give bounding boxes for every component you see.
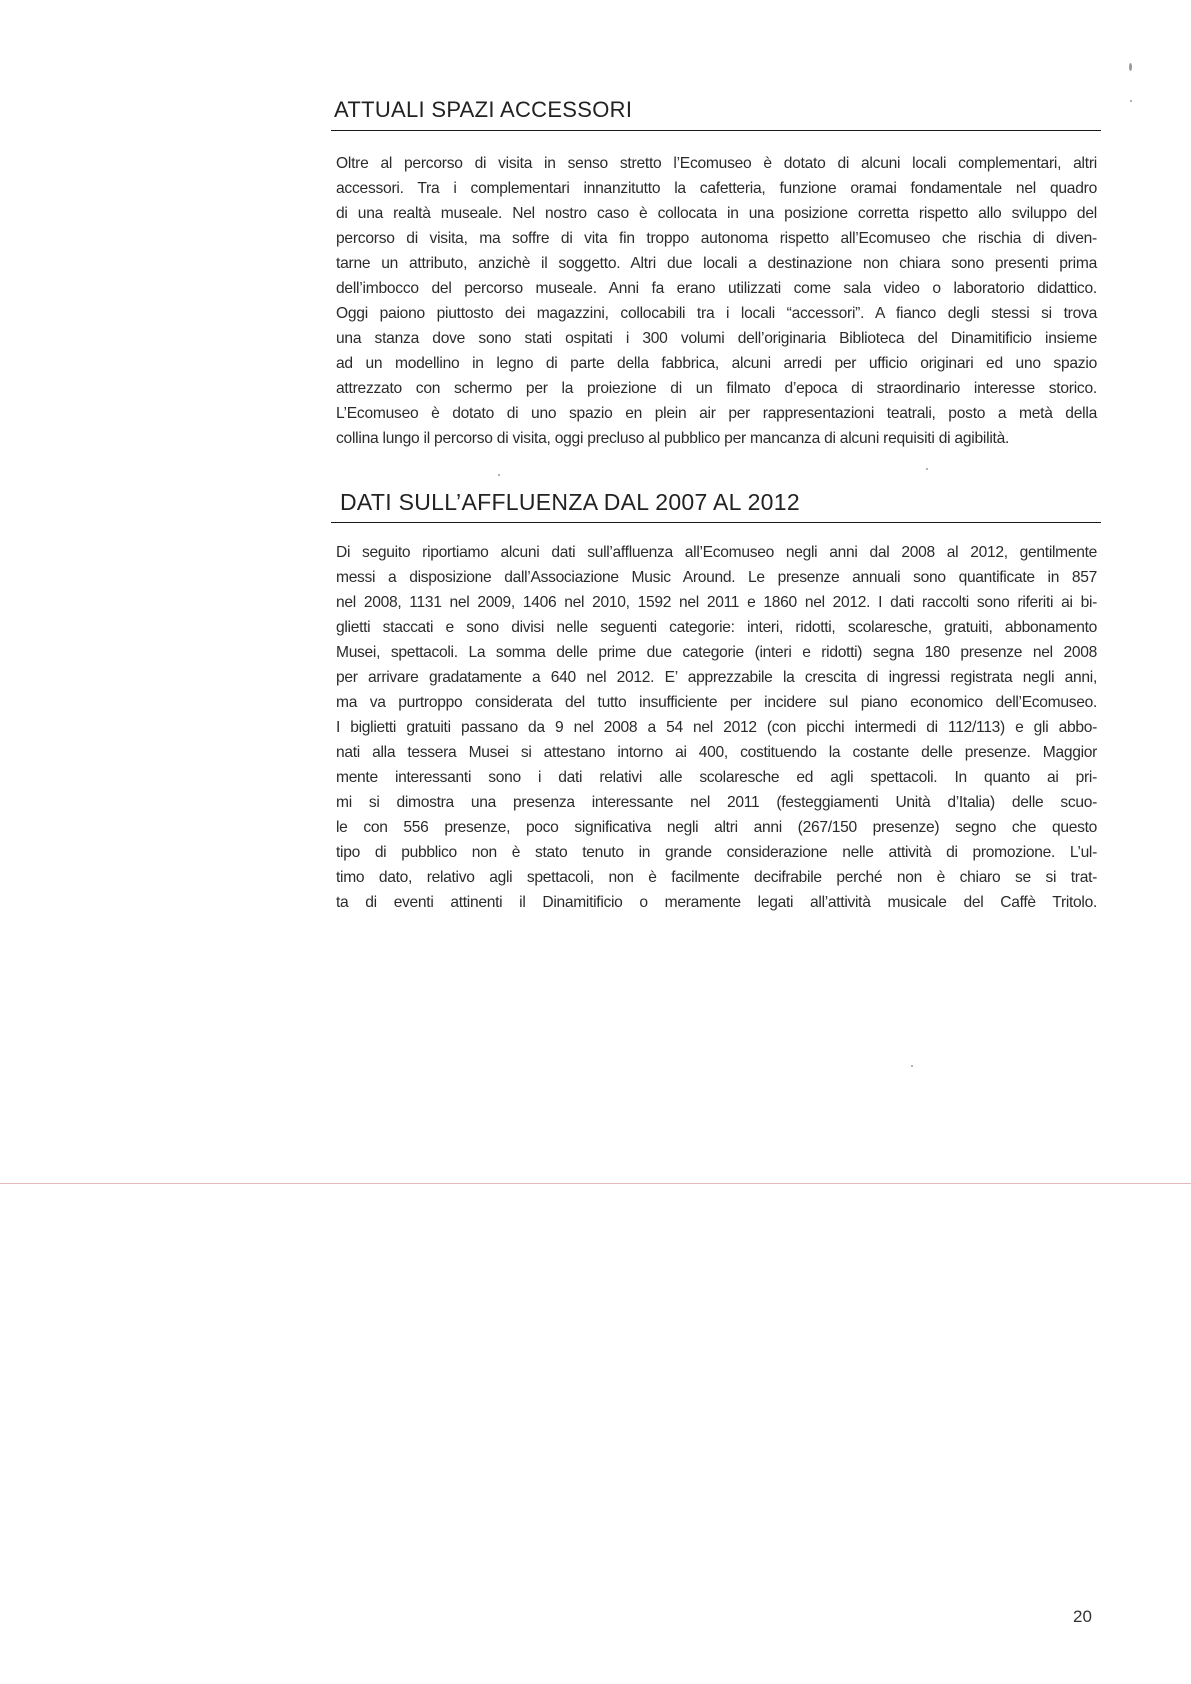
text-line: messi a disposizione dall’Associazione Music Around. Le presenze annuali sono quantificate in 857	[336, 569, 1097, 586]
scan-speck	[926, 468, 928, 470]
text-line: Oltre al percorso di visita in senso stretto l’Ecomuseo è dotato di alcuni locali complementari, altri	[336, 155, 1097, 172]
text-line: le con 556 presenze, poco significativa negli altri anni (267/150 presenze) segno che questo	[336, 819, 1097, 836]
text-line: collina lungo il percorso di visita, oggi precluso al pubblico per mancanza di alcuni requisiti di agibilità.	[336, 430, 1010, 447]
scan-artifact-line	[0, 1183, 1191, 1184]
scan-speck	[1130, 100, 1132, 102]
text-line: ma va purtroppo considerata del tutto insufficiente per incidere sul piano economico dell’Ecomuseo.	[336, 694, 1097, 711]
text-line: nati alla tessera Musei si attestano intorno ai 400, costituendo la costante delle presenze. Maggior	[336, 744, 1097, 761]
text-line: tarne un attributo, anzichè il soggetto. Altri due locali a destinazione non chiara sono presenti prima	[336, 255, 1097, 272]
text-line: tipo di pubblico non è stato tenuto in grande considerazione nelle attività di promozione. L’ul-	[336, 844, 1097, 861]
text-line: I biglietti gratuiti passano da 9 nel 2008 a 54 nel 2012 (con picchi intermedi di 112/113) e gli abbo-	[336, 719, 1097, 736]
text-line: Di seguito riportiamo alcuni dati sull’affluenza all’Ecomuseo negli anni dal 2008 al 2012, gentilmente	[336, 544, 1097, 561]
text-line: di una realtà museale. Nel nostro caso è collocata in una posizione corretta rispetto allo sviluppo del	[336, 205, 1097, 222]
text-line: attrezzato con schermo per la proiezione di un filmato d’epoca di straordinario interesse storico.	[336, 380, 1097, 397]
heading-underline	[331, 130, 1101, 131]
scan-speck	[911, 1065, 913, 1067]
text-line: dell’imbocco del percorso museale. Anni fa erano utilizzati come sala video o laboratorio didattico.	[336, 280, 1097, 297]
scan-speck	[1129, 63, 1132, 71]
text-line: timo dato, relativo agli spettacoli, non è facilmente decifrabile perché non è chiaro se si trat-	[336, 869, 1097, 886]
section-heading-dati-affluenza: DATI SULL’AFFLUENZA DAL 2007 AL 2012	[340, 489, 800, 515]
text-line: per arrivare gradatamente a 640 nel 2012. E’ apprezzabile la crescita di ingressi registrata negli anni,	[336, 669, 1097, 686]
page-number: 20	[1073, 1607, 1092, 1626]
scan-speck	[498, 474, 500, 476]
text-line: accessori. Tra i complementari innanzitutto la cafetteria, funzione oramai fondamentale nel quadro	[336, 180, 1097, 197]
text-line: mi si dimostra una presenza interessante nel 2011 (festeggiamenti Unità d’Italia) delle scuo-	[336, 794, 1097, 811]
text-line: Musei, spettacoli. La somma delle prime due categorie (interi e ridotti) segna 180 presenze nel 2008	[336, 644, 1097, 661]
text-line: nel 2008, 1131 nel 2009, 1406 nel 2010, 1592 nel 2011 e 1860 nel 2012. I dati raccolti sono riferiti ai bi-	[336, 594, 1097, 611]
text-line: una stanza dove sono stati ospitati i 300 volumi dell’originaria Biblioteca del Dinamitificio insieme	[336, 330, 1097, 347]
text-line: ta di eventi attinenti il Dinamitificio o meramente legati all’attività musicale del Caffè Tritolo.	[336, 894, 1097, 911]
text-line: glietti staccati e sono divisi nelle seguenti categorie: interi, ridotti, scolaresche, gratuiti, abbonamento	[336, 619, 1097, 636]
text-line: percorso di visita, ma soffre di vita fin troppo autonoma rispetto all’Ecomuseo che rischia di diven-	[336, 230, 1097, 247]
section-heading-spazi-accessori: ATTUALI SPAZI ACCESSORI	[334, 97, 633, 122]
paragraph-dati-affluenza	[336, 540, 1097, 915]
paragraph-spazi-accessori	[336, 151, 1097, 451]
text-line: ad un modellino in legno di parte della fabbrica, alcuni arredi per ufficio originari ed uno spazio	[336, 355, 1097, 372]
text-line: L’Ecomuseo è dotato di uno spazio en plein air per rappresentazioni teatrali, posto a metà della	[336, 405, 1097, 422]
heading-underline	[331, 522, 1101, 523]
text-line: Oggi paiono piuttosto dei magazzini, collocabili tra i locali “accessori”. A fianco degli stessi si trova	[336, 305, 1097, 322]
text-line: mente interessanti sono i dati relativi alle scolaresche ed agli spettacoli. In quanto ai pri-	[336, 769, 1097, 786]
